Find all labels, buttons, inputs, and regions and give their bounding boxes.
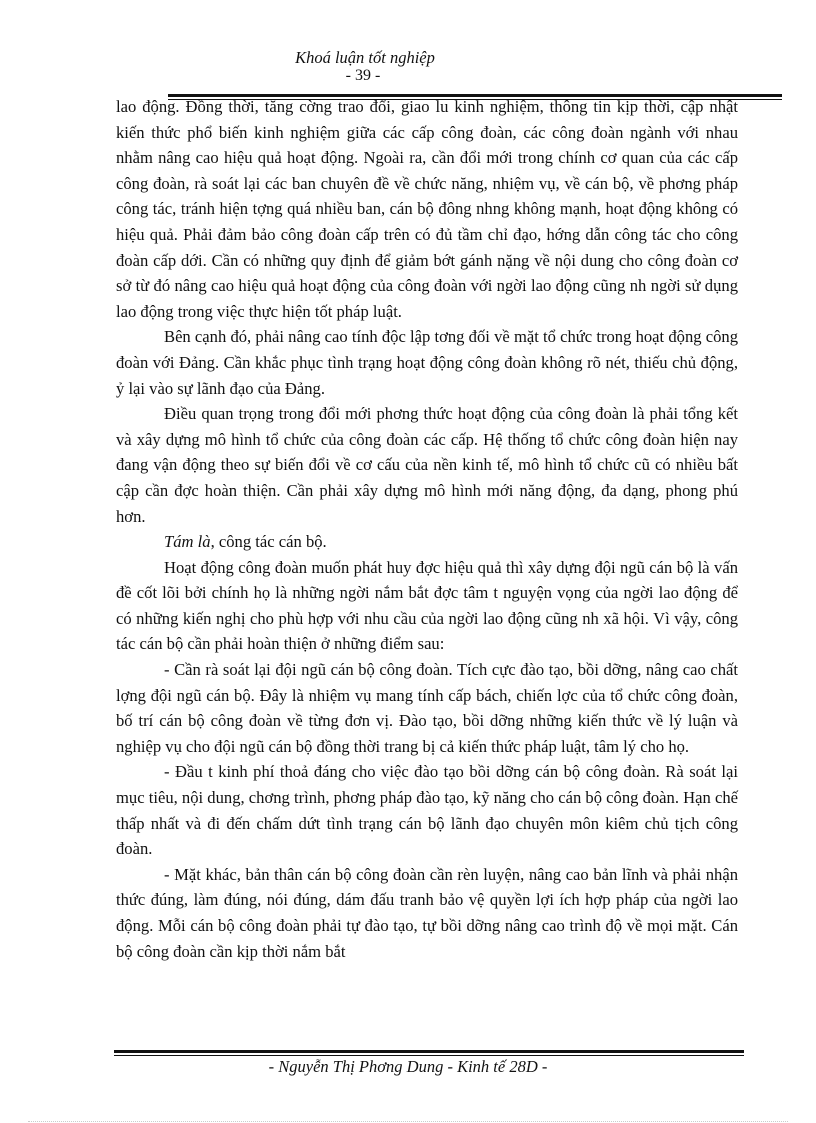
bullet-paragraph: - Cần rà soát lại đội ngũ cán bộ công đoàn. Tích cực đào tạo, bồi dỡng, nâng cao chất lợng đội ngũ cán bộ. Đây là nhiệm vụ mang tính cấp bách, chiến lợc của tổ chức công đoàn, bố trí cán bộ công đoàn về từng đơn vị. Đào tạo, bồi dỡng những kiến thức về lý luận và nghiệp vụ cho đội ngũ cán bộ đồng thời trang bị cả kiến thức pháp luật, tâm lý cho họ. (116, 660, 738, 756)
page-edge (28, 1121, 788, 1122)
page-number: - 39 - (345, 67, 381, 84)
footer-rule-thin (114, 1055, 744, 1056)
footer-rule-thick (114, 1050, 744, 1053)
paragraph: Bên cạnh đó, phải nâng cao tính độc lập tơng đối về mặt tổ chức trong hoạt động công đoàn với Đảng. Cần khắc phục tình trạng hoạt động công đoàn không rõ nét, thiếu chủ động, ỷ lại vào sự lãnh đạo của Đảng. (116, 327, 738, 398)
paragraph: lao động. Đồng thời, tăng cờng trao đổi, giao lu kinh nghiệm, thông tin kịp thời, cập nhật kiến thức phổ biến kinh nghiệm giữa các cấp công đoàn, các công đoàn ngành với nhau nhằm nâng cao hiệu quả hoạt động. Ngoài ra, cần đổi mới trong chính cơ quan của các cấp công đoàn, rà soát lại các ban chuyên đề về chức năng, nhiệm vụ, về cán bộ, về phơng pháp công tác, tránh hiện tợng quá nhiều ban, cán bộ đông nhng không mạnh, hoạt động không có hiệu quả. Phải đảm bảo công đoàn cấp trên có đủ tầm chỉ đạo, hớng dẫn công tác cho công đoàn cấp dới. Cần có những quy định để giảm bớt gánh nặng về nội dung cho công đoàn cơ sở từ đó nâng cao hiệu quả hoạt động của công đoàn với ngời lao động cũng nh ngời sử dụng lao động trong việc thực hiện tốt pháp luật. (116, 97, 738, 321)
running-footer: - Nguyễn Thị Phơng Dung - Kinh tế 28D - (268, 1057, 548, 1076)
section-lead: Tám là (164, 532, 211, 552)
paragraph (116, 529, 738, 555)
running-header-title: Khoá luận tốt nghiệp (295, 48, 435, 67)
paragraph: Điều quan trọng trong đổi mới phơng thức hoạt động của công đoàn là phải tổng kết và xây dựng mô hình tổ chức của công đoàn các cấp. Hệ thống tổ chức công đoàn hiện nay đang vận động theo sự biến đổi về cơ cấu của nền kinh tế, mô hình tổ chức cũ có nhiều bất cập cần đợc hoàn thiện. Cần phải xây dựng mô hình mới năng động, đa dạng, phong phú hơn. (116, 404, 738, 526)
body-text (116, 94, 738, 964)
paragraph: Hoạt động công đoàn muốn phát huy đợc hiệu quả thì xây dựng đội ngũ cán bộ là vấn đề cốt lõi bởi chính họ là những ngời nắm bắt đợc tâm t nguyện vọng của ngời lao động để có những kiến nghị cho phù hợp với nhu cầu của ngời lao động cũng nh xã hội. Vì vậy, công tác cán bộ cần phải hoàn thiện ở những điểm sau: (116, 557, 738, 654)
bullet-paragraph: - Mặt khác, bản thân cán bộ công đoàn cần rèn luyện, nâng cao bản lĩnh và phải nhận thức đúng, làm đúng, nói đúng, dám đấu tranh bảo vệ quyền lợi ích hợp pháp của ngời lao động. Mỗi cán bộ công đoàn phải tự đào tạo, tự bồi dỡng nâng cao trình độ về mọi mặt. Cán bộ công đoàn cần kịp thời nắm bắt (116, 864, 738, 961)
section-lead-text: , công tác cán bộ. (210, 532, 327, 552)
bullet-paragraph: - Đầu t kinh phí thoả đáng cho việc đào tạo bồi dỡng cán bộ công đoàn. Rà soát lại mục tiêu, nội dung, chơng trình, phơng pháp đào tạo, kỹ năng cho cán bộ công đoàn. Hạn chế thấp nhất và đi đến chấm dứt tình trạng cán bộ lãnh đạo chuyên môn kiêm chủ tịch công đoàn. (116, 762, 738, 859)
